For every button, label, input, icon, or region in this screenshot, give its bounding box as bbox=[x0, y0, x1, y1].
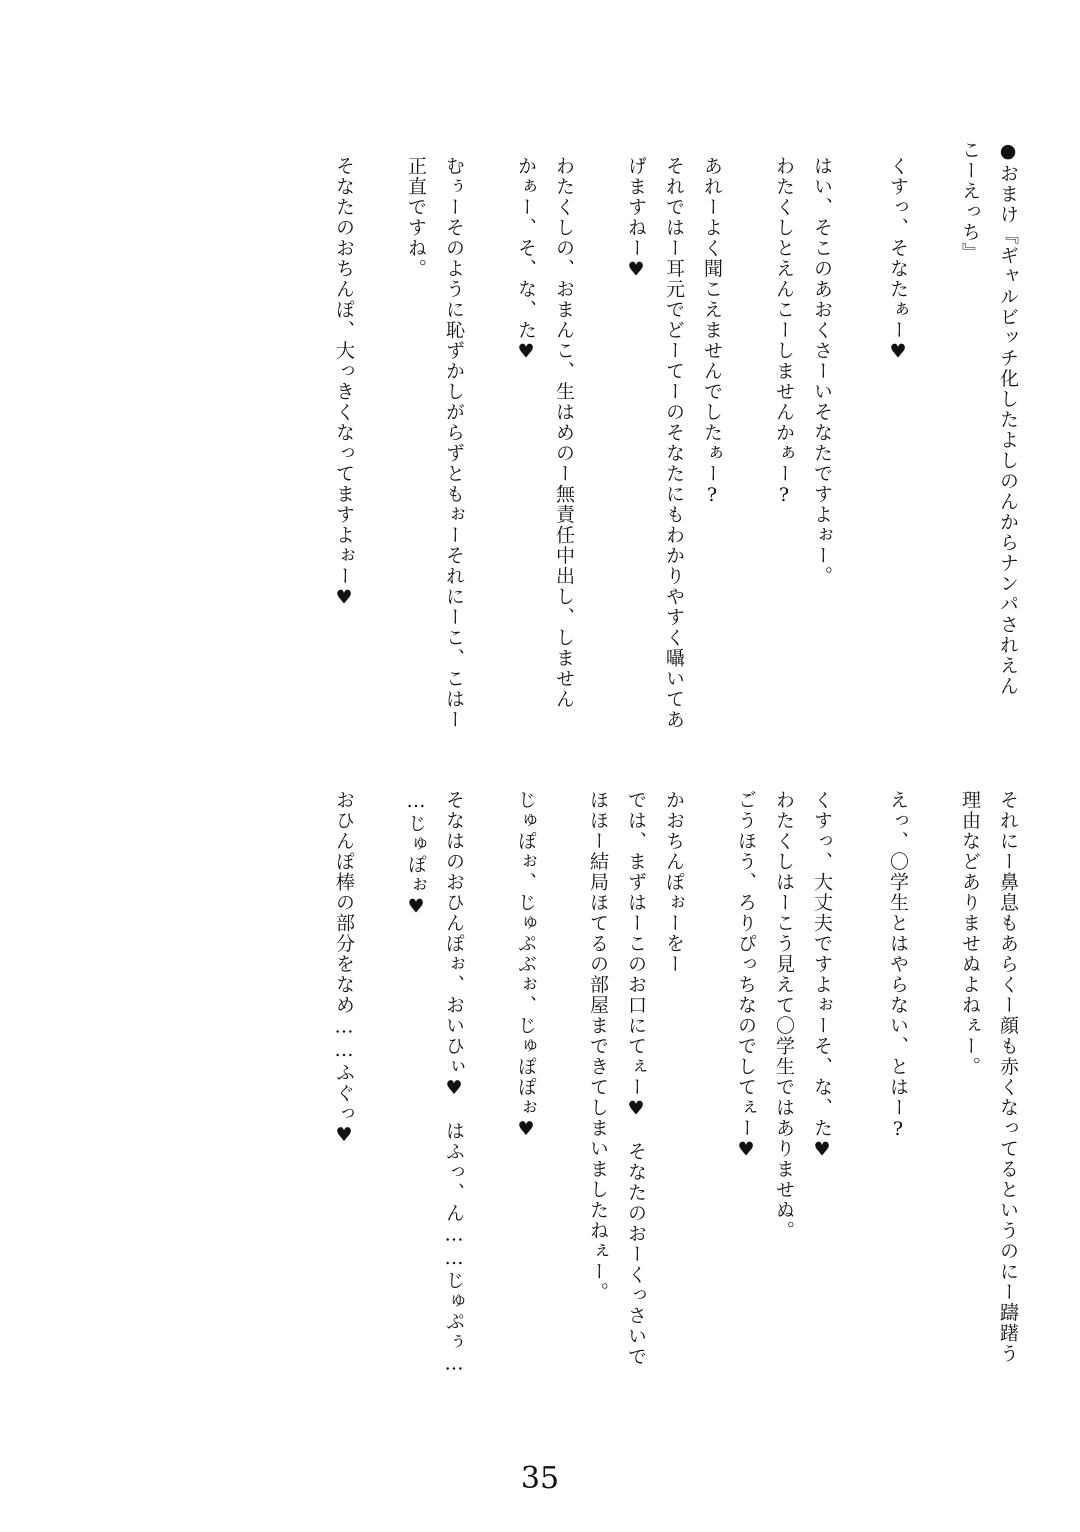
dialogue-line-25: …じゅぽぉ♥ bbox=[405, 790, 427, 919]
dialogue-line-24: そなはのおひんぽぉ、おいひぃ♥ はふっ、ん……じゅぷぅ… bbox=[443, 790, 465, 1376]
dialogue-line-3: くすっ、そなたぁー♥ bbox=[887, 156, 909, 364]
dialogue-line-12: 正直ですね。 bbox=[405, 156, 427, 279]
dialogue-line-17: くすっ、大丈夫ですよぉーそ、な、た♥ bbox=[811, 790, 833, 1162]
dialogue-line-9: わたくしの、おまんこ、生はめのー無責任中出し、しません bbox=[553, 156, 575, 710]
dialogue-line-18: わたくしはーこう見えて〇学生ではありませぬ。 bbox=[773, 790, 795, 1241]
dialogue-line-11: むぅーそのように恥ずかしがらずともぉーそれにーこ、こはー bbox=[443, 156, 465, 730]
omake-heading-line-2: こーえっち』 bbox=[959, 140, 981, 263]
dialogue-line-15: 理由などありませぬよねぇー。 bbox=[959, 790, 981, 1077]
dialogue-line-8: げますねー♥ bbox=[625, 156, 647, 282]
dialogue-line-20: かおちんぽぉーをー bbox=[663, 790, 685, 975]
dialogue-line-16: えっ、〇学生とはやらない、とはー? bbox=[887, 790, 909, 1142]
dialogue-line-6: あれーよく聞こえませんでしたぁー? bbox=[701, 156, 723, 508]
dialogue-line-26: おひんぽ棒の部分をなめ……ふぐっ♥ bbox=[333, 790, 355, 1148]
omake-heading-line-1: ●おまけ『ギャルビッチ化したよしのんからナンパされえん bbox=[997, 140, 1019, 697]
dialogue-line-21: では、まずはーこのお口にてぇー♥ そなたのおーくっさいで bbox=[625, 790, 647, 1367]
dialogue-line-4: はい、そこのあおくさーいそなたですよぉー。 bbox=[811, 156, 833, 587]
dialogue-line-10: かぁー、そ、な、た♥ bbox=[515, 156, 537, 364]
dialogue-line-19: ごうほう、ろりぴっちなのでしてぇー♥ bbox=[735, 790, 757, 1162]
dialogue-line-23: じゅぽぉ、じゅぷぶぉ、じゅぽぽぉ♥ bbox=[515, 790, 537, 1142]
dialogue-line-7: それではー耳元でどーてーのそなたにもわかりやすく囁いてあ bbox=[663, 156, 685, 730]
dialogue-line-22: ほほー結局ほてるの部屋まできてしまいましたねぇー。 bbox=[587, 790, 609, 1303]
dialogue-line-14: それにー鼻息もあらくー顔も赤くなってるというのにー躊躇う bbox=[997, 790, 1019, 1364]
dialogue-line-13: そなたのおちんぽ、大っきくなってますよぉー♥ bbox=[333, 156, 355, 610]
dialogue-line-5: わたくしとえんこーしませんかぁー? bbox=[773, 156, 795, 508]
page-number: 35 bbox=[520, 1461, 560, 1496]
